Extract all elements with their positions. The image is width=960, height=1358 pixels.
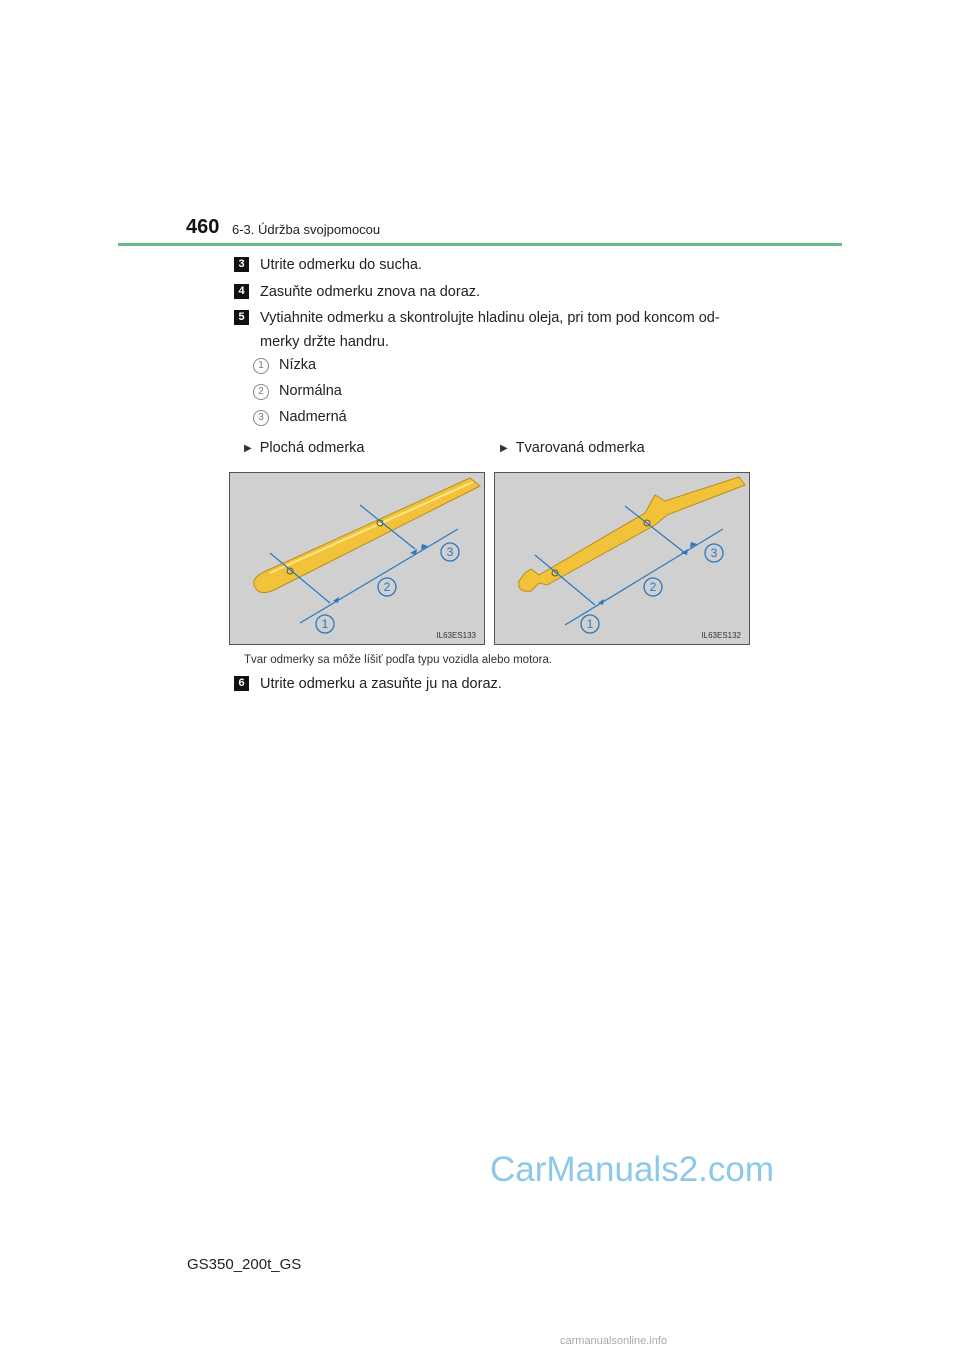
triangle-bullet-icon: ▶ [500,443,508,454]
step-badge-5: 5 [234,310,249,325]
legend-text-excessive: Nadmerná [279,409,347,425]
figure-caption: Tvar odmerky sa môže líšiť podľa typu vozidla alebo motora. [244,654,553,666]
step-badge-4: 4 [234,284,249,299]
step-badge-6: 6 [234,676,249,691]
figure-shaped-dipstick [494,472,750,645]
figure-flat-dipstick [229,472,485,645]
step-badge-3: 3 [234,257,249,272]
watermark-secondary: carmanualsonline.info [560,1335,668,1347]
step-text-4: Zasuňte odmerku znova na doraz. [260,284,481,300]
dipstick-illustration [254,478,480,593]
callout-2: 2 [649,580,657,594]
figure-code: IL63ES133 [436,631,476,640]
legend-text-low: Nízka [279,357,317,373]
callout-3: 3 [446,545,454,559]
figure-code: IL63ES132 [701,631,741,640]
watermark-logo: CarManuals2.com [490,1150,774,1189]
callout-2: 2 [383,580,391,594]
page-number: 460 [186,216,220,238]
callout-1: 1 [321,617,329,631]
section-title: 6-3. Údržba svojpomocou [232,222,381,237]
step-text-5: Vytiahnite odmerku a skontrolujte hladinu oleja, pri tom pod koncom od-merky držte handru. [260,310,720,350]
step-text-6: Utrite odmerku a zasuňte ju na doraz. [260,676,502,692]
footer-model: GS350_200t_GS [187,1256,302,1273]
step-text-3: Utrite odmerku do sucha. [260,257,422,273]
legend-text-normal: Normálna [279,383,342,399]
callout-1: 1 [586,617,594,631]
header-rule [118,243,842,246]
triangle-bullet-icon: ▶ [244,443,252,454]
legend-number-3: 3 [253,410,269,426]
legend-number-1: 1 [253,358,269,374]
figure-label-shaped: ▶ Tvarovaná odmerka [500,440,645,456]
legend-number-2: 2 [253,384,269,400]
callout-3: 3 [710,546,718,560]
dipstick-illustration [519,477,745,591]
figure-label-flat: ▶ Plochá odmerka [244,440,365,456]
